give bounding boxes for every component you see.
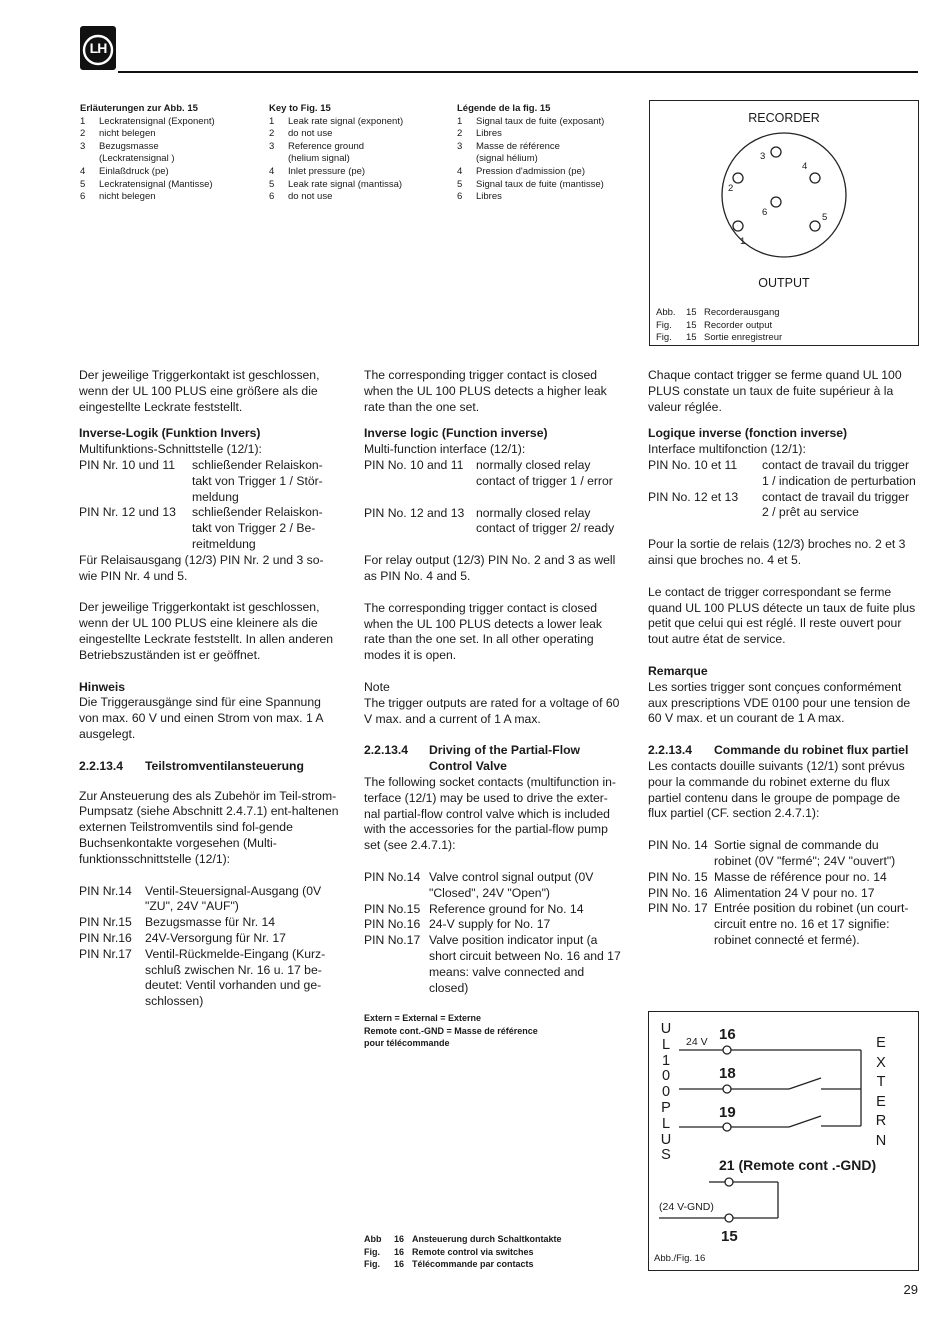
key-de-title: Erläuterungen zur Abb. 15 [80,103,198,114]
de-p2: Für Relaisausgang (12/3) PIN Nr. 2 und 3 so-wie PIN Nr. 4 und 5. [79,552,324,583]
fig16-captions: Abb 16 Ansteuerung durch Schaltkontakte Fig. 16 Remote control via switches Fig. 16 Télécommande par contacts [364,1234,562,1269]
fig16-box [648,1011,919,1271]
de-p4: Die Triggerausgänge sind für eine Spannung von max. 60 V und einen Strom von max. 1 A ausgelegt. [79,695,323,741]
logo [80,26,116,70]
fr-p4: Les sorties trigger sont conçues conformément aux prescriptions VDE 0100 pour une tension de 60 V max. et un courant de 1 A max. [648,679,911,726]
pin-5-circle [810,221,820,231]
fig16-pin-19: 19 [719,1104,736,1121]
fr-h1: Logique inverse (fonction inverse) [648,426,848,441]
fig16-legend: Extern = External = Externe Remote cont.-GND = Masse de référence pour télécommande [364,1013,538,1048]
fr-s1: Interface multifonction (12/1): [648,442,806,457]
key-en-title: Key to Fig. 15 [269,103,331,114]
pin-label-3: 3 [760,151,766,162]
fig15-captions: Abb. 15 Recorderausgang Fig. 15 Recorder output Fig. 15 Sortie enregistreur [656,307,783,343]
column-de: Der jeweilige Triggerkontakt ist geschlossen, wenn der UL 100 PLUS eine größere als die eingestellte Leckrate feststellt. Inverse-Logik (Funktion Invers) Multifunktions-Schnittstelle (12/1): PIN Nr. 10 und 11 schließender Relaiskon-takt von Trigger 1 / Stör-meldung PIN Nr. 12 und 13 schließender Relaiskon-takt von Trigger 2 / Be-reitmeldung Für Relaisausgang (12/3) PIN Nr. 2 und 3 so-wie PIN Nr. 4 und 5. Der jeweilige Triggerkontakt ist geschlossen, wenn der UL 100 PLUS eine kleinere als die eingestellte Leckrate feststellt. In allen anderen Betriebszuständen ist er geöffnet. Hinweis Die Triggerausgänge sind für eine Spannung von max. 60 V und einen Strom von max. 1 A ausgelegt. 2.2.13.4 Teilstromventilansteuerung Zur Ansteuerung des als Zubehör im Teil-strom-Pumpsatz (siehe Abschnitt 2.4.7.1) ent-haltenen externen Teilstromventils sind fol-gende Buchsenkontakte vorgesehen (Multi-funktionsschnittstelle (12/1): PIN Nr.14 Ventil-Steuersignal-Ausgang (0V "ZU", 24V "AUF") PIN Nr.15 Bezugsmasse für Nr. 14 PIN Nr.16 24V-Versorgung für Nr. 17 PIN Nr.17 Ventil-Rückmelde-Eingang (Kurz-schluß zwischen Nr. 16 u. 17 be-deutet: Ventil vorhanden und ge-schlossen) [79,368,339,1009]
de-p3: Der jeweilige Triggerkontakt ist geschlossen, wenn der UL 100 PLUS eine kleinere als die eingestellte Leckrate feststellt. In allen anderen Betriebszuständen ist er geöffnet. [79,600,334,662]
recorder-connector-diagram [650,101,918,301]
fig15-title: RECORDER [748,111,820,125]
fig16-pin-18: 18 [719,1065,736,1082]
en-h1: Inverse logic (Function inverse) [364,426,548,441]
fr-p2: Pour la sortie de relais (12/3) broches no. 2 et 3 ainsi que broches no. 4 et 5. [648,537,906,567]
terminal-16 [723,1046,731,1054]
en-section-title: 2.2.13.4 Driving of the Partial-Flow Control Valve [364,743,580,774]
fr-p3: Le contact de trigger correspondant se ferme quand UL 100 PLUS détecte un taux de fuite plus petit que celui qui est réglé. Il reste ouvert pour tout autre état de service. [648,584,916,647]
terminal-15 [725,1214,733,1222]
en-p1: The corresponding trigger contact is closed when the UL 100 PLUS detects a higher leak rate than the one set. [364,368,607,414]
page-number: 29 [903,1282,918,1297]
fr-section-title: 2.2.13.4 Commande du robinet flux partiel [648,743,909,758]
pin-4-circle [810,173,820,183]
pin-label-2: 2 [728,183,734,194]
de-h2: Hinweis [79,679,126,694]
pin-label-1: 1 [740,236,746,247]
fr-h2: Remarque [648,663,708,678]
terminal-21 [725,1178,733,1186]
fig16-24v: 24 V [686,1036,708,1048]
terminal-18 [723,1085,731,1093]
en-s1: Multi-function interface (12/1): [364,442,526,457]
fig16-pin-15: 15 [721,1228,738,1245]
de-p1: Der jeweilige Triggerkontakt ist geschlossen, wenn der UL 100 PLUS eine größere als die eingestellte Leckrate feststellt. [79,368,320,414]
en-p2: For relay output (12/3) PIN No. 2 and 3 as well as PIN No. 4 and 5. [364,553,616,583]
en-p4: The trigger outputs are rated for a voltage of 60 V max. and a current of 1 A max. [364,695,620,726]
fr-p5: Les contacts douille suivants (12/1) sont prévus pour la commande du robinet externe du flux partiel contenu dans le groupe de pompage de flux partiel (CF. section 2.4.7.1): [648,758,905,821]
en-h2: Note [364,679,390,694]
pin-1-circle [733,221,743,231]
en-p5: The following socket contacts (multifunction in-terface (12/1) may be used to drive the exter-nal partial-flow control valve which is included with the accessories for the partial-flow pump set (see 2.4.7.1): [364,774,616,853]
key-de: Erläuterungen zur Abb. 15 1 Leckratensignal (Exponent) 2 nicht belegen 3 Bezugsmasse (Leckratensignal ) 4 Einlaßdruck (pe) 5 Leckratensignal (Mantisse) 6 nicht belegen [80,103,260,204]
terminal-19 [723,1123,731,1131]
switch-19 [789,1116,821,1127]
de-section-title: 2.2.13.4 Teilstromventilansteuerung [79,758,304,773]
switch-18 [789,1078,821,1089]
key-fr-title: Légende de la fig. 15 [457,103,551,114]
fig16-caption: Abb./Fig. 16 [654,1253,706,1264]
switch-wiring-diagram [649,1012,918,1270]
pin-label-4: 4 [802,161,808,172]
column-fr: Chaque contact trigger se ferme quand UL 100 PLUS constate un taux de fuite supérieur à la valeur réglée. Logique inverse (fonction inverse) Interface multifonction (12/1): PIN No. 10 et 11 contact de travail du trigger 1 / indication de perturbation PIN No. 12 et 13 contact de travail du trigger 2 / prêt au service Pour la sortie de relais (12/3) broches no. 2 et 3 ainsi que broches no. 4 et 5. Le contact de trigger correspondant se ferme quand UL 100 PLUS détecte un taux de fuite plus petit que celui qui est réglé. Il reste ouvert pour tout autre état de service. Remarque Les sorties trigger sont conçues conformément aux prescriptions VDE 0100 pour une tension de 60 V max. et un courant de 1 A max. 2.2.13.4 Commande du robinet flux partiel Les contacts douille suivants (12/1) sont prévus pour la commande du robinet externe du flux partiel contenu dans le groupe de pompage de flux partiel (CF. section 2.4.7.1): PIN No. 14 Sortie signal de commande du robinet (0V "fermé"; 24V "ouvert") PIN No. 15 Masse de référence pour no. 14 PIN No. 16 Alimentation 24 V pour no. 17 PIN No. 17 Entrée position du robinet (un court-circuit entre no. 16 et 17 signifie: robinet connecté et fermé). [648,368,918,949]
fig16-right-label: E X T E R N [875,1035,887,1149]
fr-p1: Chaque contact trigger se ferme quand UL 100 PLUS constate un taux de fuite supérieur à la valeur réglée. [648,368,902,414]
fig16-gnd: (24 V-GND) [659,1201,714,1213]
pin-6-circle [771,197,781,207]
header-rule [118,71,918,73]
pin-label-6: 6 [762,207,768,218]
logo-text: LH [89,40,107,56]
key-en: Key to Fig. 15 1 Leak rate signal (exponent) 2 do not use 3 Reference ground (helium signal) 4 Inlet pressure (pe) 5 Leak rate signal (mantissa) 6 do not use [269,103,449,204]
pin-2-circle [733,173,743,183]
column-en: The corresponding trigger contact is closed when the UL 100 PLUS detects a higher leak rate than the one set. Inverse logic (Function inverse) Multi-function interface (12/1): PIN No. 10 and 11 normally closed relay contact of trigger 1 / error PIN No. 12 and 13 normally closed relay contact of trigger 2/ ready For relay output (12/3) PIN No. 2 and 3 as well as PIN No. 4 and 5. The corresponding trigger contact is closed when the UL 100 PLUS detects a lower leak rate than the one set. In all other operating modes it is open. Note The trigger outputs are rated for a voltage of 60 V max. and a current of 1 A max. 2.2.13.4 Driving of the Partial-Flow Control Valve The following socket contacts (multifunction in-terface (12/1) may be used to drive the exter-nal partial-flow control valve which is included with the accessories for the partial-flow pump set (see 2.4.7.1): PIN No.14 Valve control signal output (0V "Closed", 24V "Open") PIN No.15 Reference ground for No. 14 PIN No.16 24-V supply for No. 17 PIN No.17 Valve position indicator input (a short circuit between No. 16 and 17 means: valve connected and closed) [364,368,624,996]
fig15-output: OUTPUT [758,276,810,290]
de-p5: Zur Ansteuerung des als Zubehör im Teil-strom-Pumpsatz (siehe Abschnitt 2.4.7.1) ent-haltenen externen Teilstromventils sind fol-gende Buchsenkontakte vorgesehen (Multi-funktionsschnittstelle (12/1): [79,788,339,866]
pin-label-5: 5 [822,212,828,223]
de-s1: Multifunktions-Schnittstelle (12/1): [79,442,262,457]
key-fr: Légende de la fig. 15 1 Signal taux de fuite (exposant) 2 Libres 3 Masse de référence (signal hélium) 4 Pression d'admission (pe) 5 Signal taux de fuite (mantisse) 6 Libres [457,103,642,204]
fig16-pin-16: 16 [719,1026,736,1043]
fig16-pin-21: 21 (Remote cont .-GND) [719,1157,877,1173]
pin-3-circle [771,147,781,157]
de-h1: Inverse-Logik (Funktion Invers) [79,426,261,441]
fig15-box [649,100,919,346]
fig16-left-label: U L 1 0 0 P L U S [660,1021,672,1164]
en-p3: The corresponding trigger contact is closed when the UL 100 PLUS detects a lower leak rate than the one set. In all other operating modes it is open. [364,600,603,663]
